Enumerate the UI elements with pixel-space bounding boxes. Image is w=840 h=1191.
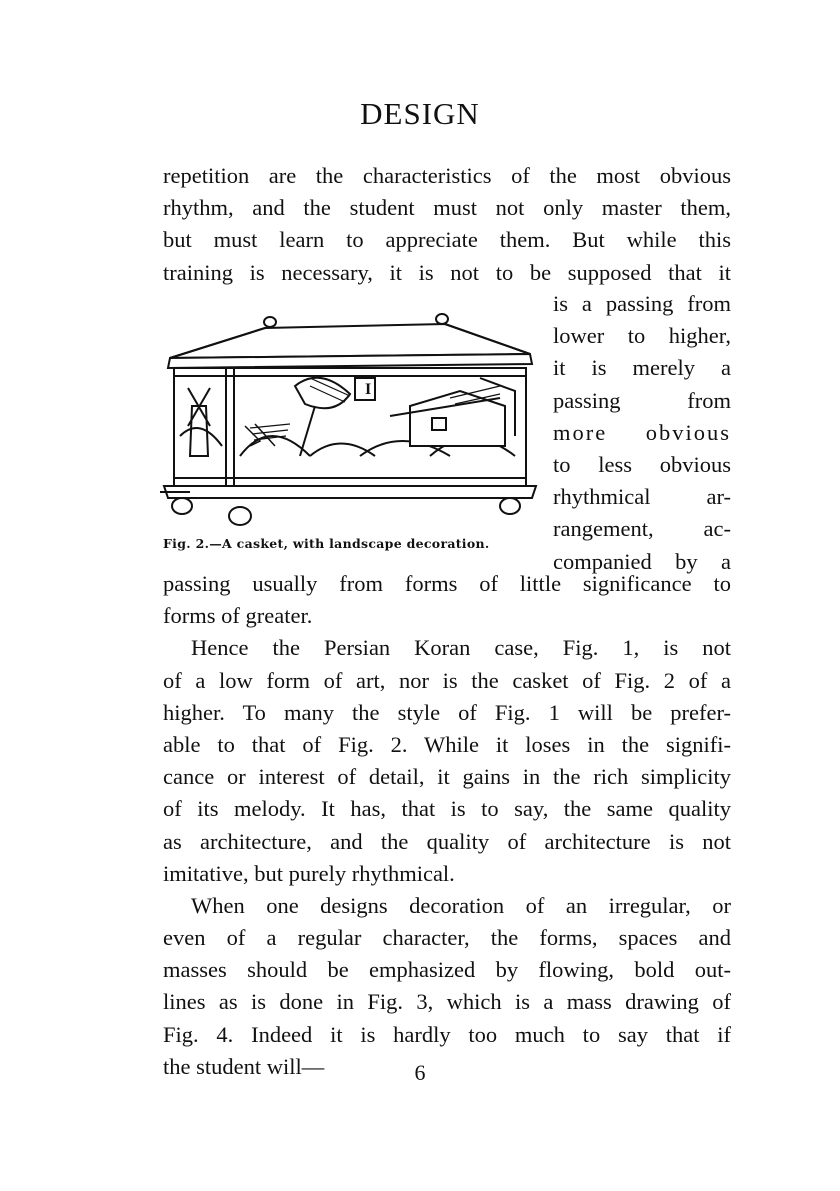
wrapped-text <box>553 288 731 578</box>
casket-illustration <box>160 306 545 528</box>
text-line: even of a regular character, the forms, spaces and <box>163 925 731 951</box>
text-line: as architecture, and the quality of architecture is not <box>163 828 731 854</box>
text-line: but must learn to appreciate them. But while this <box>163 227 731 253</box>
text-line: rhythmical ar- <box>553 484 731 510</box>
text-line: rhythm, and the student must not only master them, <box>163 195 731 221</box>
text-line: passing usually from forms of little significance to <box>163 571 731 596</box>
text-line: passing from <box>553 387 731 413</box>
text-line: companied by a <box>553 548 731 574</box>
text-line: lines as is done in Fig. 3, which is a mass drawing of <box>163 989 731 1015</box>
text-line: masses should be emphasized by flowing, bold out- <box>163 957 731 983</box>
text-line: is a passing from <box>553 291 731 316</box>
figure-caption: Fig. 2.—A casket, with landscape decoration. <box>163 536 490 551</box>
text-line: able to that of Fig. 2. While it loses in the signifi- <box>163 731 731 757</box>
text-line: rangement, ac- <box>553 516 731 542</box>
text-line: cance or interest of detail, it gains in the rich simplicity <box>163 764 731 790</box>
text-line: repetition are the characteristics of the most obvious <box>163 163 731 188</box>
text-line: forms of greater. <box>163 603 313 629</box>
text-line: the student will— <box>163 1053 325 1079</box>
paragraph-top <box>163 160 731 289</box>
text-line: higher. To many the style of Fig. 1 will be prefer- <box>163 699 731 725</box>
text-line: When one designs decoration of an irregular, or <box>191 892 731 918</box>
text-line: of a low form of art, nor is the casket of Fig. 2 of a <box>163 667 731 693</box>
paragraph-bottom <box>163 568 731 1083</box>
text-line: lower to higher, <box>553 323 731 349</box>
text-line: more obvious <box>553 419 731 445</box>
text-line: training is necessary, it is not to be supposed that it <box>163 259 731 285</box>
panel-label: I <box>365 381 372 398</box>
text-line: imitative, but purely rhythmical. <box>163 860 455 886</box>
text-line: of its melody. It has, that is to say, the same quality <box>163 796 731 822</box>
text-line: Fig. 4. Indeed it is hardly too much to say that if <box>163 1021 731 1047</box>
page-title: DESIGN <box>360 96 480 131</box>
page-number: 6 <box>414 1060 426 1085</box>
text-line: Hence the Persian Koran case, Fig. 1, is not <box>191 635 731 661</box>
text-line: it is merely a <box>553 355 731 381</box>
text-line: to less obvious <box>553 451 731 477</box>
